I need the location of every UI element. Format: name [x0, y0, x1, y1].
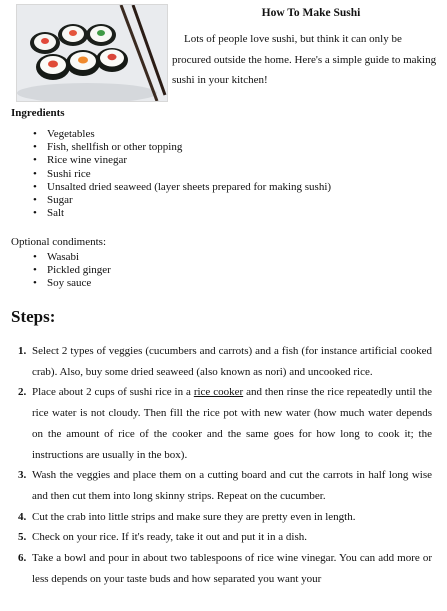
condiments-heading: Optional condiments: [11, 236, 107, 248]
step-item [18, 341, 432, 382]
intro-section [172, 7, 440, 91]
list-item: • Pickled ginger [11, 264, 111, 277]
rice-cooker-link[interactable]: rice cooker [193, 386, 244, 399]
step-text: Take a bowl and pour in about two tablespoons of rice wine vinegar. You can add more or less depends on your taste buds and how separated you want your [32, 552, 432, 585]
step-item [18, 465, 432, 506]
intro-paragraph: Lots of people love sushi, but think it can only be procured outside the home. Here's a simple guide to making sushi in your kitchen! [172, 33, 437, 86]
list-item: • Soy sauce [11, 277, 111, 290]
list-item: • Vegetables [11, 128, 331, 141]
step-item [18, 527, 432, 548]
step-text: Select 2 types of veggies (cucumbers and carrots) and a fish (for instance artificial cooked crab). Also, buy some dried seaweed (also known as nori) and uncooked rice. [32, 345, 432, 378]
list-item: • Salt [11, 207, 331, 220]
ingredients-heading: Ingredients [11, 107, 65, 119]
step-text: Check on your rice. If it's ready, take it out and put it in a dish. [32, 531, 307, 544]
step-text-after: and then rinse the rice repeatedly until the rice water is not cloudy. Then fill the rice pot with new water (how much water depends on the amount of rice of the cooker and the same goes for how long to cook it; the instructions are usually in the box). [32, 386, 432, 461]
step-text: Cut the crab into little strips and make sure they are pretty even in length. [32, 510, 356, 523]
step-number: 1. [18, 345, 27, 357]
list-item: • Fish, shellfish or other topping [11, 141, 331, 154]
condiments-list [11, 251, 111, 291]
step-item [18, 382, 432, 465]
step-text-before: Place about 2 cups of sushi rice in a [32, 386, 194, 399]
step-item [18, 507, 432, 528]
list-item: • Unsalted dried seaweed (layer sheets prepared for making sushi) [11, 181, 331, 194]
list-item: • Wasabi [11, 251, 111, 264]
steps-list [18, 341, 432, 589]
step-number: 6. [18, 552, 27, 565]
step-number: 5. [18, 531, 27, 544]
steps-heading: Steps: [11, 307, 56, 326]
page-title: How To Make Sushi [261, 7, 361, 19]
list-item: • Sugar [11, 194, 331, 207]
ingredients-list [11, 128, 331, 220]
step-number: 4. [18, 510, 27, 523]
list-item: • Sushi rice [11, 168, 331, 181]
sushi-photo [16, 4, 168, 102]
list-item: • Rice wine vinegar [11, 154, 331, 167]
step-text: Wash the veggies and place them on a cutting board and cut the carrots in half long wise and then cut them into long skinny strips. Repeat on the cucumber. [32, 469, 432, 502]
step-number: 3. [18, 469, 27, 482]
step-number: 2. [18, 386, 27, 399]
sushi-illustration [17, 5, 167, 101]
step-item [18, 548, 432, 589]
